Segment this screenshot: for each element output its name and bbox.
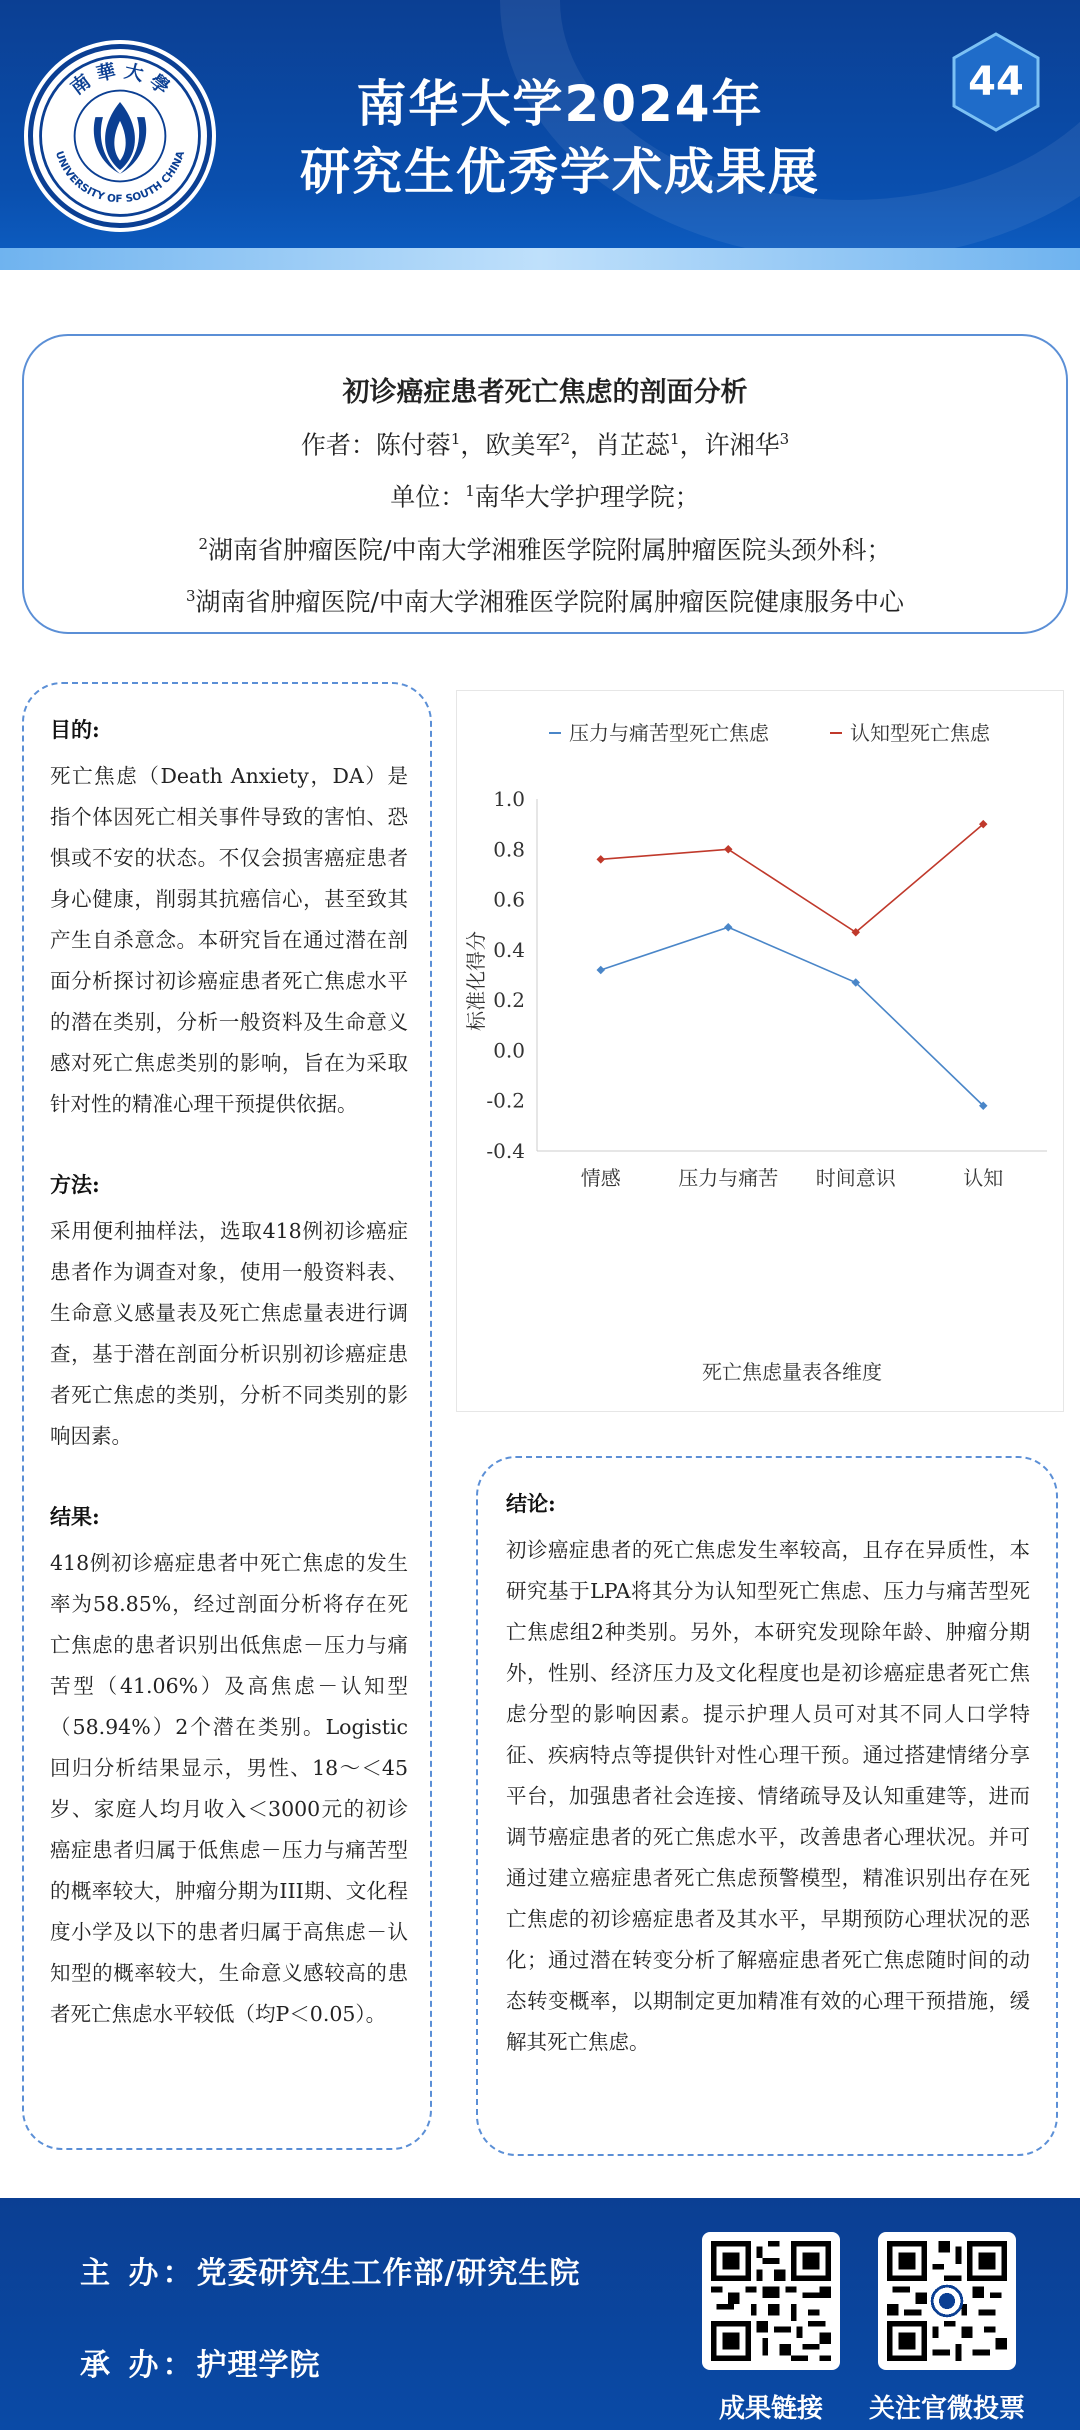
- header-stripe: [0, 248, 1080, 270]
- method-heading: 方法:: [50, 1172, 100, 1197]
- author-separator: ，: [460, 430, 486, 460]
- affil-text: 南华大学护理学院；: [474, 482, 700, 512]
- logo-text-cn: 南 華 大 學: [66, 60, 174, 100]
- left-content-panel: [22, 682, 432, 2150]
- qr-code-icon: [711, 2241, 831, 2361]
- data-point: [724, 845, 732, 853]
- y-tick-label: 1.0: [493, 787, 525, 811]
- chart-legend: [549, 721, 991, 745]
- y-axis-label: 标准化得分: [464, 931, 488, 1031]
- co-host-value: 护理学院: [196, 2348, 321, 2383]
- author-sup: 2: [560, 430, 570, 448]
- series-lines: [597, 820, 988, 1110]
- y-tick-label: 0.2: [493, 988, 525, 1013]
- author-name: 陈付蓉: [375, 430, 451, 460]
- author-separator: ，: [679, 430, 705, 460]
- x-tick-label: 压力与痛苦: [678, 1166, 779, 1190]
- conclusion-panel: [476, 1456, 1058, 2156]
- result-heading: 结果:: [50, 1504, 100, 1529]
- affiliation-line-3: [24, 580, 1066, 618]
- badge-number: 44: [968, 59, 1024, 105]
- y-tick-label: 0.4: [493, 937, 525, 962]
- conclusion-body: 初诊癌症患者的死亡焦虑发生率较高，且存在异质性，本研究基于LPA将其分为认知型死亡焦虑、压力与痛苦型死亡焦虑组2种类别。另外，本研究发现除年龄、肿瘤分期外，性别、经济压力及文化程度也是初诊癌症患者死亡焦虑分型的影响因素。提示护理人员可对其不同人口学特征、疾病特点等提供针对性心理干预。通过搭建情绪分享平台，加强患者社会连接、情绪疏导及认知重建等，进而调节癌症患者的死亡焦虑水平，改善患者心理状况。并可通过建立癌症患者死亡焦虑预警模型，精准识别出存在死亡焦虑的初诊癌症患者及其水平，早期预防心理状况的恶化；通过潜在转变分析了解癌症患者死亡焦虑随时间的动态转变概率，以期制定更加精准有效的心理干预措施，缓解其死亡焦虑。: [506, 1538, 1030, 2054]
- affiliation-line-1: [24, 475, 1066, 513]
- number-badge: [948, 30, 1044, 134]
- qr-vote-label: 关注官微投票: [868, 2394, 1025, 2424]
- qr-code-icon: [887, 2241, 1007, 2361]
- paper-title: 初诊癌症患者死亡焦虑的剖面分析: [342, 377, 748, 408]
- affil-sup: 1: [465, 482, 475, 501]
- affil-text: 湖南省肿瘤医院/中南大学湘雅医学院附属肿瘤医院健康服务中心: [195, 587, 904, 617]
- qr-results-label: 成果链接: [718, 2394, 823, 2424]
- host-label: 主 办：: [80, 2256, 197, 2291]
- y-tick-label: 0.0: [493, 1038, 525, 1063]
- data-point: [597, 966, 605, 974]
- author-sup: 1: [670, 430, 680, 448]
- author-sup: 1: [450, 430, 461, 448]
- co-host-row: [80, 2340, 320, 2384]
- affiliation-line-2: [24, 528, 1066, 566]
- author-name: 欧美军: [485, 430, 561, 460]
- y-tick-label: -0.4: [486, 1139, 525, 1163]
- host-value: 党委研究生工作部/研究生院: [196, 2256, 581, 2291]
- affil-text: 湖南省肿瘤医院/中南大学湘雅医学院附属肿瘤医院头颈外科；: [208, 534, 892, 564]
- authors-line: [24, 423, 1066, 461]
- legend-label-0: 压力与痛苦型死亡焦虑: [569, 721, 769, 745]
- host-row: [80, 2248, 580, 2292]
- header-banner: [0, 0, 1080, 270]
- objective-heading: 目的:: [50, 717, 100, 742]
- legend-label-1: 认知型死亡焦虑: [850, 721, 990, 745]
- y-tick-label: -0.2: [486, 1088, 525, 1113]
- exhibition-title: [250, 70, 870, 206]
- x-tick-label: 情感: [580, 1166, 621, 1190]
- series-line-0: [601, 927, 984, 1106]
- author-separator: ，: [570, 430, 596, 460]
- co-host-label: 承 办：: [80, 2348, 197, 2383]
- data-point: [724, 923, 732, 931]
- paper-info-box: [22, 334, 1068, 634]
- affil-sup: 3: [186, 586, 196, 605]
- y-tick-label: 0.6: [493, 887, 525, 912]
- data-point: [597, 855, 605, 863]
- y-tick-labels: [486, 787, 525, 1163]
- result-body: 418例初诊癌症患者中死亡焦虑的发生率为58.85%，经过剖面分析将存在死亡焦虑的患者识别出低焦虑－压力与痛苦型（41.06%）及高焦虑－认知型（58.94%）2个潜在类别。Logistic回归分析结果显示，男性、18～＜45岁、家庭人均月收入＜3000元的初诊癌症患者归属于低焦虑－压力与痛苦型的概率较大，肿瘤分期为III期、文化程度小学及以下的患者归属于高焦虑－认知型的概率较大，生命意义感较高的患者死亡焦虑水平较低（均P＜0.05）。: [50, 1551, 408, 2026]
- profile-line-chart: [456, 690, 1064, 1412]
- x-axis-label: 死亡焦虑量表各维度: [702, 1360, 882, 1384]
- qr-code-results[interactable]: [702, 2232, 840, 2370]
- author-name: 许湘华: [704, 430, 780, 460]
- authors-label: 作者：: [300, 430, 376, 460]
- logo-text-en: UNIVERSITY OF SOUTH CHINA: [52, 149, 188, 206]
- author-name: 肖芷蕊: [595, 430, 671, 460]
- x-tick-label: 认知: [963, 1166, 1004, 1190]
- x-tick-label: 时间意识: [815, 1166, 896, 1190]
- chart-svg: [457, 691, 1065, 1413]
- title-line-1: 南华大学2024年: [356, 75, 764, 133]
- method-body: 采用便利抽样法，选取418例初诊癌症患者作为调查对象，使用一般资料表、生命意义感量表及死亡焦虑量表进行调查，基于潜在剖面分析识别初诊癌症患者死亡焦虑的类别，分析不同类别的影响因素。: [50, 1219, 408, 1448]
- footer-banner: [0, 2198, 1080, 2430]
- y-tick-label: 0.8: [493, 837, 525, 862]
- author-sup: 3: [779, 430, 790, 448]
- university-logo: [28, 44, 212, 228]
- series-line-1: [601, 824, 984, 932]
- affil-sup: 2: [198, 534, 209, 553]
- objective-body: 死亡焦虑（Death Anxiety，DA）是指个体因死亡相关事件导致的害怕、恐惧或不安的状态。不仅会损害癌症患者身心健康，削弱其抗癌信心，甚至致其产生自杀意念。本研究旨在通过潜在剖面分析探讨初诊癌症患者死亡焦虑水平的潜在类别，分析一般资料及生命意义感对死亡焦虑类别的影响，旨在为采取针对性的精准心理干预提供依据。: [50, 764, 408, 1116]
- logo-emblem-icon: [33, 49, 207, 223]
- qr-code-vote[interactable]: [878, 2232, 1016, 2370]
- title-line-2: 研究生优秀学术成果展: [300, 143, 820, 201]
- x-tick-labels: [581, 1166, 1004, 1190]
- conclusion-heading: 结论:: [506, 1491, 556, 1516]
- affil-label: 单位：: [390, 482, 466, 512]
